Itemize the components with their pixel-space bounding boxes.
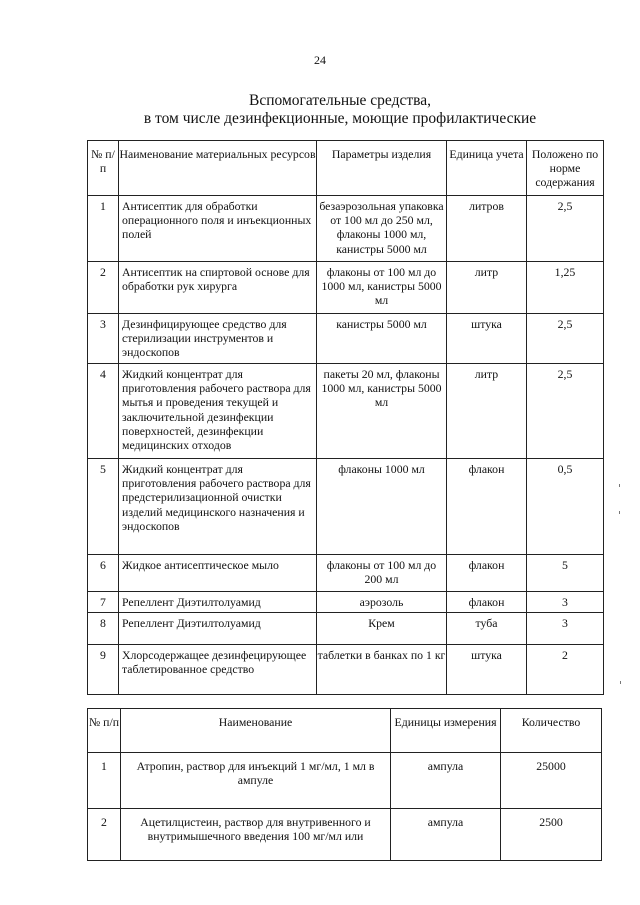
row-params: аэрозоль [317, 592, 447, 613]
row-name: Хлорсодержащее дезинфецирующее таблетированное средство [119, 645, 317, 695]
row-unit: ампула [391, 809, 501, 861]
table-row [88, 809, 602, 861]
table-row [88, 196, 604, 262]
table-row [88, 555, 604, 592]
row-qty: 25000 [501, 753, 602, 809]
row-norm: 0,5 [527, 459, 604, 555]
row-unit: флакон [447, 592, 527, 613]
table-header-row [88, 141, 604, 196]
scan-speck [619, 511, 620, 514]
row-name: Жидкий концентрат для приготовления рабочего раствора для мытья и проведения текущей и заключительной дезинфекции поверхностей, дезинфекции медицинских отходов [119, 364, 317, 459]
row-name: Жидкое антисептическое мыло [119, 555, 317, 592]
row-num: 2 [88, 809, 121, 861]
row-unit: литров [447, 196, 527, 262]
col-header-num: № п/п [88, 141, 119, 196]
table-row [88, 459, 604, 555]
col-header-norm: Положено по норме содержания [527, 141, 604, 196]
col-header-num: № п/п [88, 709, 121, 753]
row-num: 8 [88, 613, 119, 645]
row-unit: штука [447, 314, 527, 364]
row-num: 1 [88, 753, 121, 809]
supplies-table [87, 140, 604, 695]
row-params: таблетки в банках по 1 кг [317, 645, 447, 695]
section-title-line-2: в том числе дезинфекционные, моющие профилактические [143, 110, 537, 127]
row-norm: 2,5 [527, 314, 604, 364]
col-header-name: Наименование материальных ресурсов [119, 141, 317, 196]
table-row [88, 262, 604, 314]
col-header-name: Наименование [121, 709, 391, 753]
col-header-params: Параметры изделия [317, 141, 447, 196]
row-norm: 2 [527, 645, 604, 695]
table-row [88, 645, 604, 695]
section-title-line-1: Вспомогательные средства, [249, 92, 431, 109]
row-num: 6 [88, 555, 119, 592]
row-name: Атропин, раствор для инъекций 1 мг/мл, 1 мл в ампуле [121, 753, 391, 809]
table-header-row [88, 709, 602, 753]
row-name: Репеллент Диэтилтолуамид [119, 613, 317, 645]
row-num: 4 [88, 364, 119, 459]
row-norm: 3 [527, 613, 604, 645]
scan-speck [619, 484, 620, 487]
row-norm: 5 [527, 555, 604, 592]
row-unit: флакон [447, 459, 527, 555]
row-unit: литр [447, 262, 527, 314]
col-header-unit: Единица учета [447, 141, 527, 196]
row-norm: 2,5 [527, 196, 604, 262]
row-name: Жидкий концентрат для приготовления рабочего раствора для предстерилизационной очистки изделий медицинского назначения и эндоскопов [119, 459, 317, 555]
row-params: пакеты 20 мл, флаконы 1000 мл, канистры 5000 мл [317, 364, 447, 459]
row-num: 1 [88, 196, 119, 262]
col-header-qty: Количество [501, 709, 602, 753]
row-num: 9 [88, 645, 119, 695]
row-num: 5 [88, 459, 119, 555]
medications-table [87, 708, 602, 861]
page-number: 24 [314, 53, 326, 67]
row-unit: ампула [391, 753, 501, 809]
scan-speck [620, 681, 621, 684]
row-norm: 2,5 [527, 364, 604, 459]
col-header-unit: Единицы измерения [391, 709, 501, 753]
row-unit: туба [447, 613, 527, 645]
row-unit: литр [447, 364, 527, 459]
row-qty: 2500 [501, 809, 602, 861]
row-norm: 3 [527, 592, 604, 613]
row-params: флаконы от 100 мл до 1000 мл, канистры 5000 мл [317, 262, 447, 314]
row-name: Антисептик для обработки операционного поля и инъекционных полей [119, 196, 317, 262]
row-unit: флакон [447, 555, 527, 592]
row-name: Ацетилцистеин, раствор для внутривенного и внутримышечного введения 100 мг/мл или [121, 809, 391, 861]
row-name: Дезинфицирующее средство для стерилизации инструментов и эндоскопов [119, 314, 317, 364]
row-params: Крем [317, 613, 447, 645]
row-params: канистры 5000 мл [317, 314, 447, 364]
row-name: Антисептик на спиртовой основе для обработки рук хирурга [119, 262, 317, 314]
row-unit: штука [447, 645, 527, 695]
row-num: 3 [88, 314, 119, 364]
row-num: 2 [88, 262, 119, 314]
table-row [88, 753, 602, 809]
row-name: Репеллент Диэтилтолуамид [119, 592, 317, 613]
row-norm: 1,25 [527, 262, 604, 314]
table-row [88, 314, 604, 364]
row-params: безаэрозольная упаковка от 100 мл до 250 мл, флаконы 1000 мл, канистры 5000 мл [317, 196, 447, 262]
row-params: флаконы от 100 мл до 200 мл [317, 555, 447, 592]
section-title [0, 92, 640, 128]
row-num: 7 [88, 592, 119, 613]
row-params: флаконы 1000 мл [317, 459, 447, 555]
table-row [88, 364, 604, 459]
table-row [88, 613, 604, 645]
table-row [88, 592, 604, 613]
